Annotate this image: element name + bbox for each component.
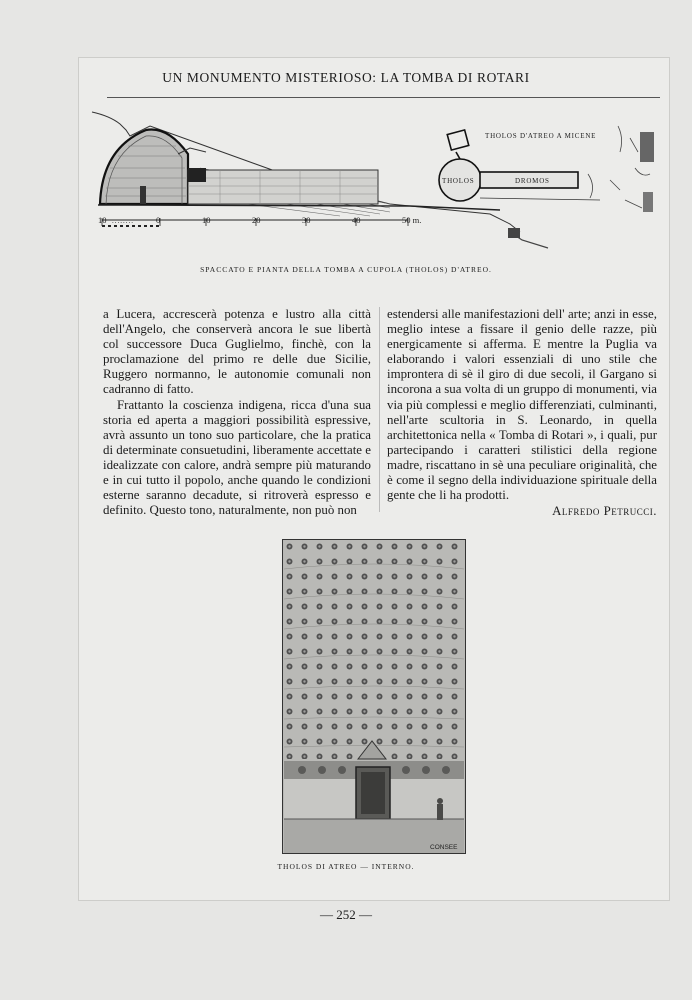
column-divider bbox=[379, 307, 380, 512]
header-rule bbox=[107, 97, 660, 98]
paragraph: estendersi alle manifestazioni dell' arte; anzi in esse, meglio intese a fissare il genio delle razze, più energicamente si afferma. E mentre la Puglia va elaborando i valori essenziali di uno stile che improntera di sè il giro di due secoli, il Gargano si incorona a sua volta di un gruppo di monumenti, via via più complessi e meglio differenziati, culminanti, nell'arte scultoria in S. Leonardo, in quella architettonica nella « Tomba di Rotari », i quali, pur partecipando i caratteri stilistici della regione madre, riscattano in sè una peculiare originalità, che è come il segno della individuazione spirituale della gente che li ha prodotti. bbox=[387, 307, 657, 503]
tholos-section-plan-figure bbox=[90, 108, 670, 258]
text-column-right bbox=[387, 307, 657, 519]
top-figure-caption: SPACCATO E PIANTA DELLA TOMBA A CUPOLA (THOLOS) D'ATREO. bbox=[200, 265, 492, 274]
bottom-figure-caption: THOLOS DI ATREO — INTERNO. bbox=[277, 862, 415, 871]
svg-text:........: ........ bbox=[112, 217, 134, 225]
tholos-plan bbox=[439, 130, 578, 201]
scale-label: 10 bbox=[98, 215, 107, 225]
page-number: — 252 — bbox=[320, 907, 372, 922]
running-title: UN MONUMENTO MISTERIOSO: LA TOMBA DI ROTARI bbox=[162, 70, 530, 85]
paragraph: a Lucera, accrescerà potenza e lustro alla città dell'Angelo, che conserverà ancora le sue libertà col successore Duca Guglielmo, finchè, con la proclamazione del primo re delle due Sicilie, Ruggero normanno, le autonomie comunali non cadranno di fatto. bbox=[103, 307, 371, 397]
figure-silhouette bbox=[437, 798, 443, 820]
plan-dromos-label: dromos bbox=[515, 177, 550, 185]
dromos-walls bbox=[188, 170, 378, 204]
doorway bbox=[140, 186, 146, 204]
scale-label: 40 bbox=[352, 215, 361, 225]
paragraph: Frattanto la coscienza indigena, ricca d'una sua storia ed aperta a maggiori possibilità espressive, avrà assunto un tono suo particolare, che la pratica di determinate consuetudini, liberamente accettate e idealizzate con calore, andrà sempre più maturando e in cui tutto il popolo, anche quando le condizioni esterne saranno decadute, si ritroverà espresso e definito. Questo tono, naturalmente, non può non bbox=[103, 397, 371, 518]
plan-title: tholos d'atreo a micene bbox=[485, 132, 597, 140]
tholos-interior-illustration bbox=[282, 539, 466, 854]
author-signature: Alfredo Petrucci. bbox=[552, 504, 657, 519]
scale-label: 10 bbox=[202, 215, 211, 225]
artist-signature: CONSEE bbox=[430, 844, 458, 851]
scale-label: 20 bbox=[252, 215, 261, 225]
plan-tholos-label: tholos bbox=[442, 177, 475, 185]
scale-label: 50 m. bbox=[402, 215, 422, 225]
scale-label: 30 bbox=[302, 215, 311, 225]
scale-label: 0 bbox=[156, 215, 161, 225]
text-column-left bbox=[103, 307, 371, 518]
